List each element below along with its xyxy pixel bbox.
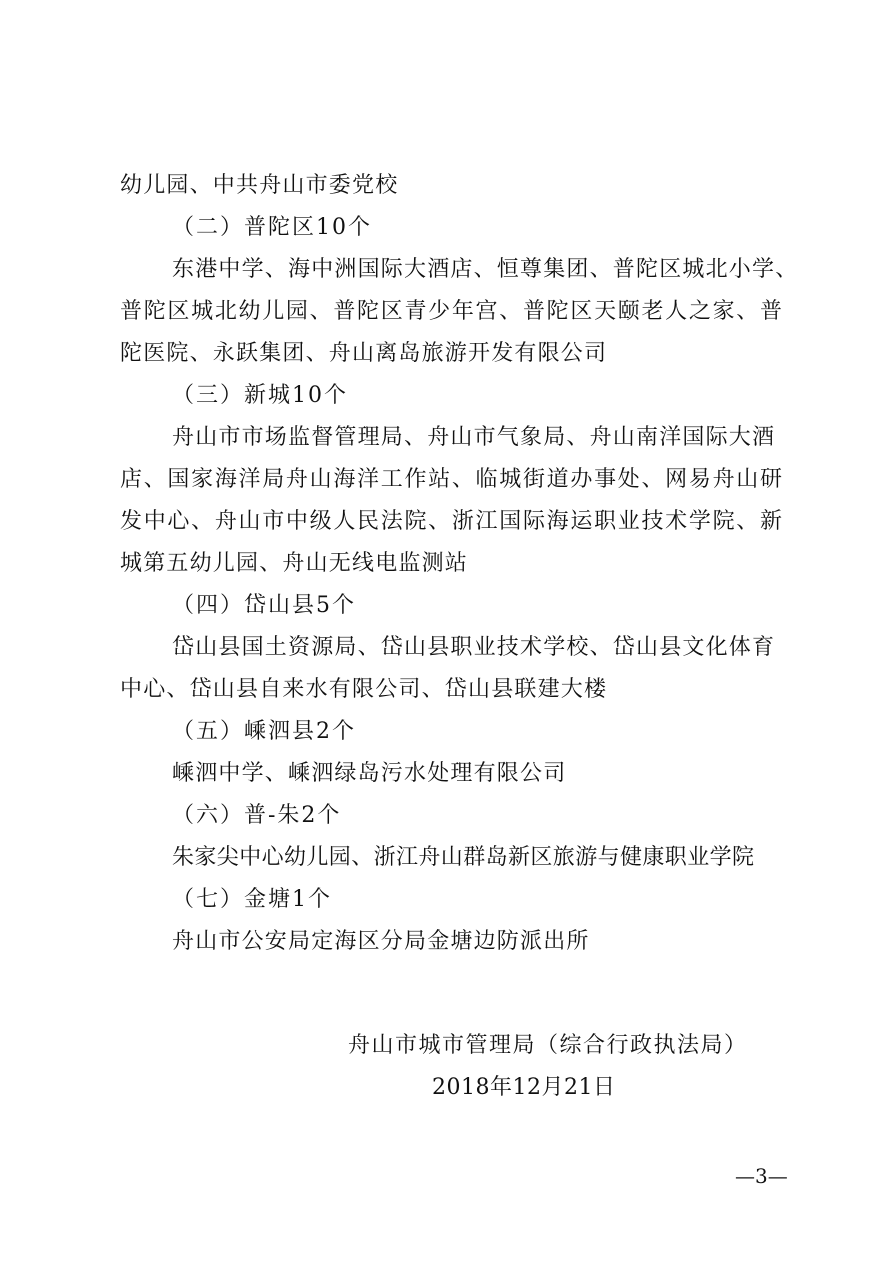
body-line-justified: 发 中 心 、 舟 山 市 中 级 人 民 法 院 、 浙 江 国 际 海 运 职 业 技 术 学 院 、 新: [120, 509, 782, 534]
body-line-justified: 普 陀 区 城 北 幼 儿 园 、 普 陀 区 青 少 年 宫 、 普 陀 区 天 颐 老 人 之 家 、 普: [120, 299, 782, 324]
section-heading-xincheng: （三）新城10个: [172, 383, 348, 408]
body-line: 幼儿园、中共舟山市委党校: [120, 173, 399, 198]
signature-date: 2018年12月21日: [432, 1075, 616, 1100]
body-line-justified: 店 、 国 家 海 洋 局 舟 山 海 洋 工 作 站 、 临 城 街 道 办 事 处 、 网 易 舟 山 研: [120, 467, 782, 492]
signature-organization: 舟山市城市管理局（综合行政执法局）: [348, 1033, 748, 1058]
section-heading-shengsi: （五）嵊泗县2个: [172, 719, 356, 744]
page-number: —3—: [735, 1164, 788, 1188]
body-line: 舟山市市场监督管理局、舟山市气象局、舟山南洋国际大酒: [172, 425, 776, 450]
section-heading-puzhu: （六）普-朱2个: [172, 803, 342, 828]
section-heading-putuo: （二）普陀区10个: [172, 215, 372, 240]
body-line: 岱山县国土资源局、岱山县职业技术学校、岱山县文化体育: [172, 635, 776, 660]
body-line: 中心、岱山县自来水有限公司、岱山县联建大楼: [120, 677, 608, 702]
body-line: 朱家尖中心幼儿园、浙江舟山群岛新区旅游与健康职业学院: [172, 845, 755, 870]
body-line: 舟山市公安局定海区分局金塘边防派出所: [172, 929, 590, 954]
body-line: 城第五幼儿园、舟山无线电监测站: [120, 551, 469, 576]
body-line: 陀医院、永跃集团、舟山离岛旅游开发有限公司: [120, 341, 608, 366]
body-line: 东港中学、海中洲国际大酒店、恒尊集团、普陀区城北小学、: [172, 257, 799, 282]
body-line: 嵊泗中学、嵊泗绿岛污水处理有限公司: [172, 761, 567, 786]
section-heading-jintang: （七）金塘1个: [172, 887, 332, 912]
section-heading-daishan: （四）岱山县5个: [172, 593, 356, 618]
